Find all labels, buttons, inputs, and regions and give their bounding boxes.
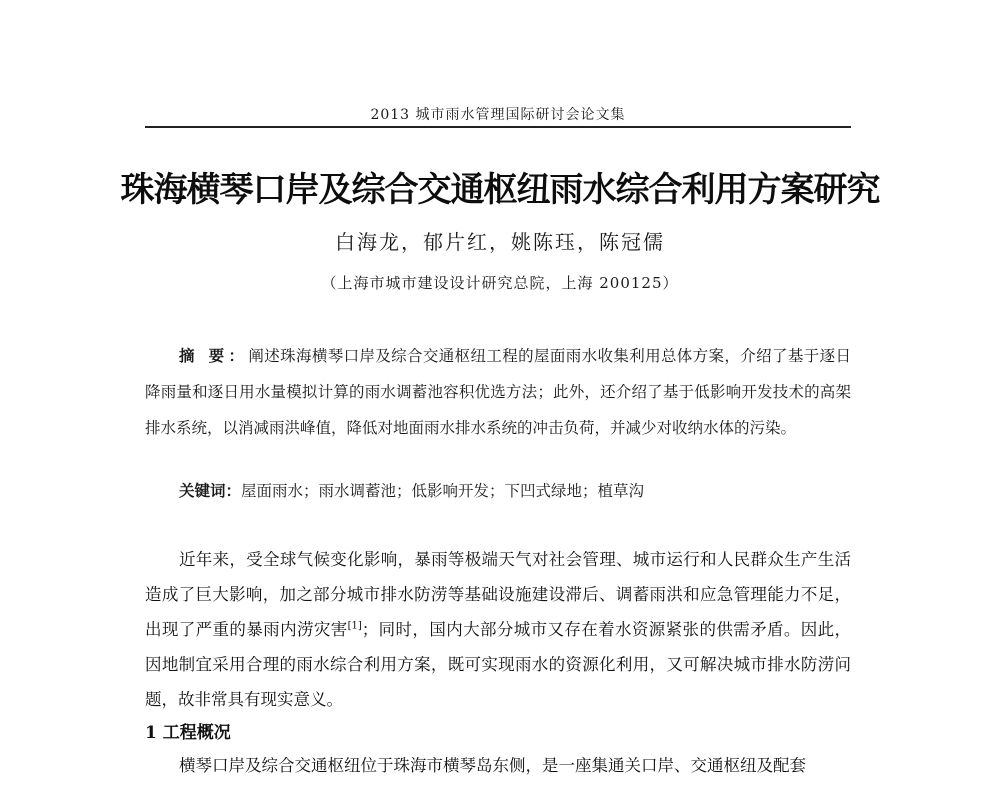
author-list: 白海龙，郁片红，姚陈珏，陈冠儒 (335, 230, 665, 254)
keywords (145, 478, 851, 504)
abstract-text: 阐述珠海横琴口岸及综合交通枢纽工程的屋面雨水收集利用总体方案，介绍了基于逐日降雨量和逐日用水量模拟计算的雨水调蓄池容积优选方法；此外，还介绍了基于低影响开发技术的高架排水系统，以消减雨洪峰值，降低对地面雨水排水系统的冲击负荷，并减少对收纳水体的污染。 (145, 347, 851, 437)
affiliation: （上海市城市建设设计研究总院，上海 200125） (321, 274, 679, 292)
running-head: 2013 城市雨水管理国际研讨会论文集 (370, 107, 626, 123)
intro-text-1: 近年来，受全球气候变化影响，暴雨等极端天气对社会管理、城市运行和人民群众生产生活造成了巨大影响，加之部分城市排水防涝等基础设施建设滞后、调蓄雨洪和应急管理能力不足，出现了严重的暴雨内涝灾害 (145, 550, 851, 639)
section-heading: 1 工程概况 (145, 723, 231, 743)
paper-title: 珠海横琴口岸及综合交通枢纽雨水综合利用方案研究 (120, 170, 880, 210)
abstract-label: 摘 要： (179, 347, 249, 365)
keywords-text: 屋面雨水；雨水调蓄池；低影响开发；下凹式绿地；植草沟 (241, 482, 645, 500)
header-rule (145, 126, 851, 128)
keywords-label: 关键词： (179, 482, 242, 500)
abstract (145, 338, 851, 446)
section-paragraph: 横琴口岸及综合交通枢纽位于珠海市横琴岛东侧，是一座集通关口岸、交通枢纽及配套 (179, 756, 806, 775)
intro-paragraph (145, 542, 851, 717)
citation-ref: [1] (347, 620, 362, 632)
intro-text-2: ；同时，国内大部分城市又存在着水资源紧张的供需矛盾。因此，因地制宜采用合理的雨水综合利用方案，既可实现雨水的资源化利用，又可解决城市排水防涝问题，故非常具有现实意义。 (145, 620, 852, 709)
